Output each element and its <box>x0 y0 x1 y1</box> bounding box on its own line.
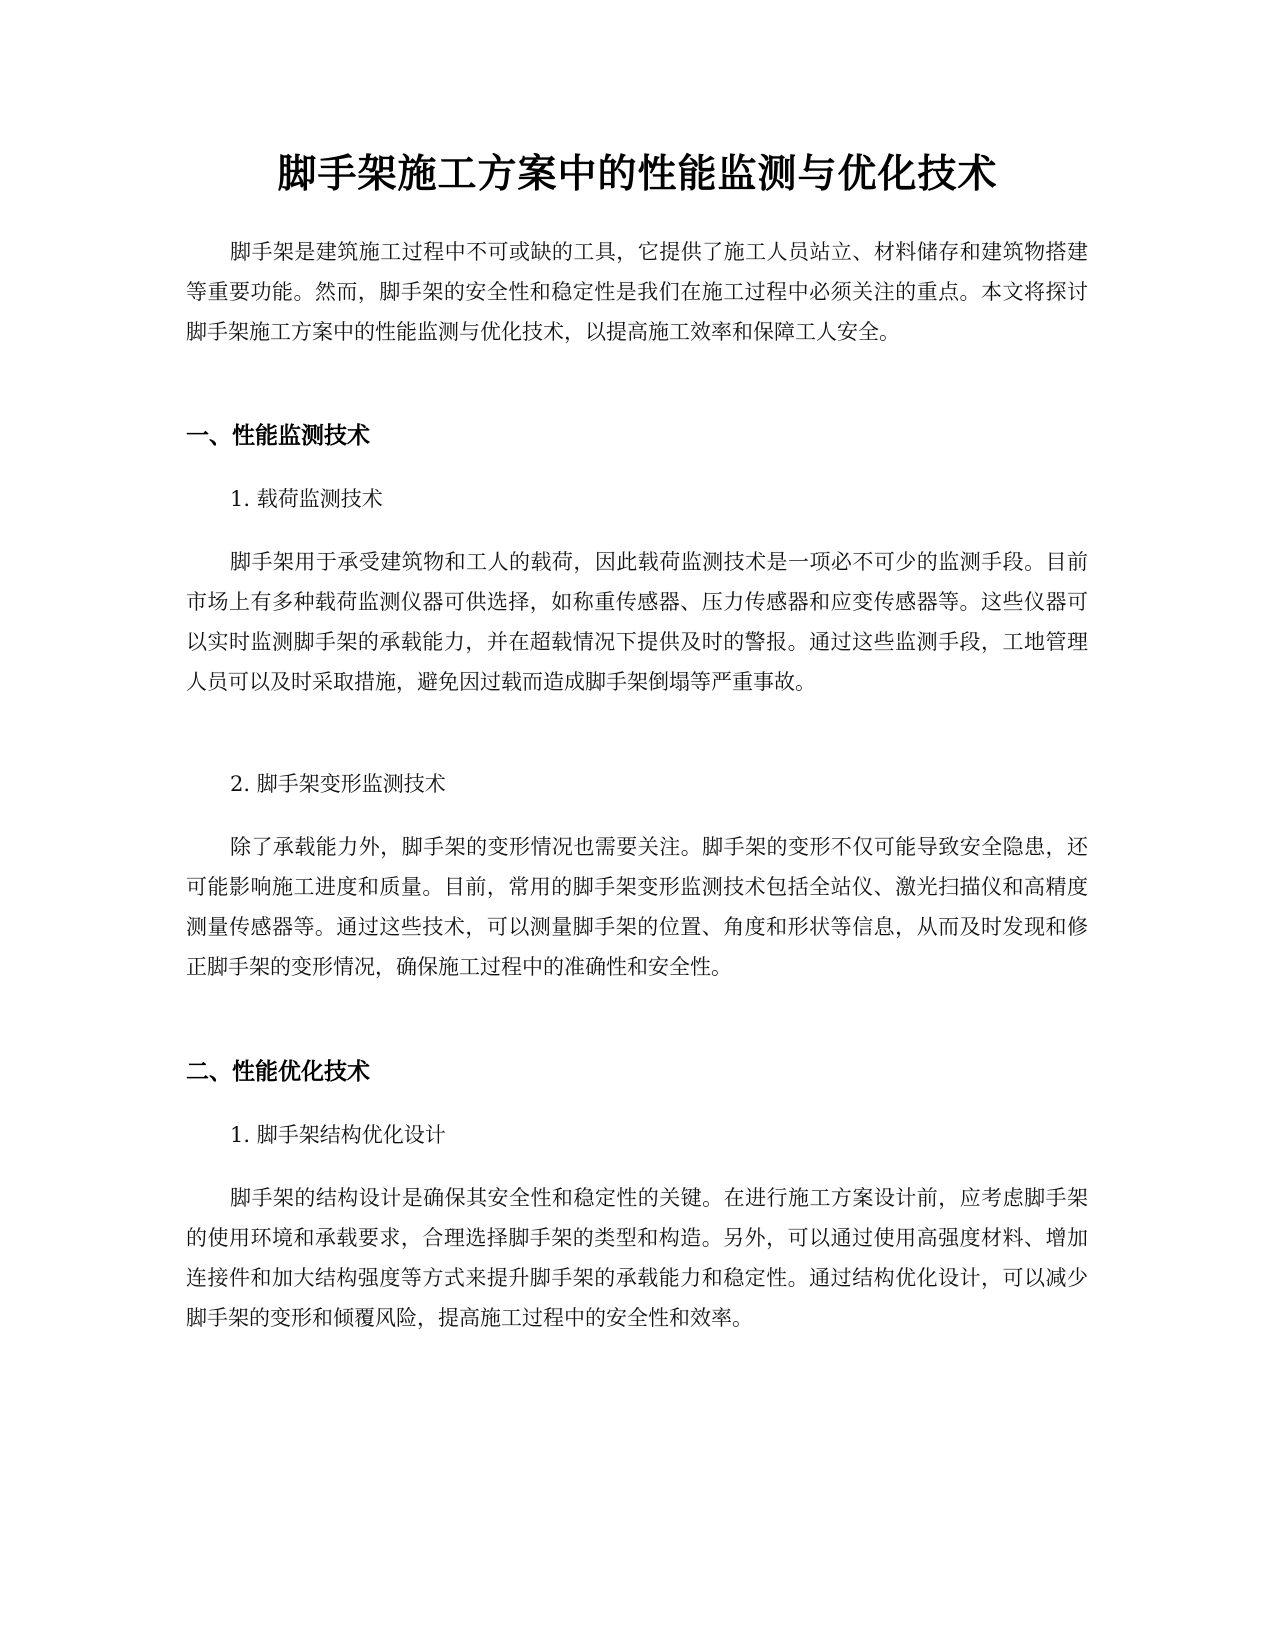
paragraph-structure-optimization: 脚手架的结构设计是确保其安全性和稳定性的关键。在进行施工方案设计前，应考虑脚手架的使用环境和承载要求，合理选择脚手架的类型和构造。另外，可以通过使用高强度材料、增加连接件和加大结构强度等方式来提升脚手架的承载能力和稳定性。通过结构优化设计，可以减少脚手架的变形和倾覆风险，提高施工过程中的安全性和效率。 <box>186 1186 1088 1330</box>
subsection-heading-load-monitoring: 1. 载荷监测技术 <box>230 487 383 511</box>
intro-paragraph: 脚手架是建筑施工过程中不可或缺的工具，它提供了施工人员站立、材料储存和建筑物搭建等重要功能。然而，脚手架的安全性和稳定性是我们在施工过程中必须关注的重点。本文将探讨脚手架施工方案中的性能监测与优化技术，以提高施工效率和保障工人安全。 <box>186 240 1088 344</box>
section-heading-monitoring: 一、性能监测技术 <box>186 423 370 449</box>
subsection-heading-deformation-monitoring: 2. 脚手架变形监测技术 <box>230 772 446 796</box>
subsection-heading-structure-optimization: 1. 脚手架结构优化设计 <box>230 1123 446 1147</box>
paragraph-deformation-monitoring: 除了承载能力外，脚手架的变形情况也需要关注。脚手架的变形不仅可能导致安全隐患，还可能影响施工进度和质量。目前，常用的脚手架变形监测技术包括全站仪、激光扫描仪和高精度测量传感器等。通过这些技术，可以测量脚手架的位置、角度和形状等信息，从而及时发现和修正脚手架的变形情况，确保施工过程中的准确性和安全性。 <box>186 835 1088 979</box>
document-title: 脚手架施工方案中的性能监测与优化技术 <box>277 152 998 197</box>
paragraph-load-monitoring: 脚手架用于承受建筑物和工人的载荷，因此载荷监测技术是一项必不可少的监测手段。目前市场上有多种载荷监测仪器可供选择，如称重传感器、压力传感器和应变传感器等。这些仪器可以实时监测脚手架的承载能力，并在超载情况下提供及时的警报。通过这些监测手段，工地管理人员可以及时采取措施，避免因过载而造成脚手架倒塌等严重事故。 <box>186 550 1088 694</box>
section-heading-optimization: 二、性能优化技术 <box>186 1059 370 1085</box>
